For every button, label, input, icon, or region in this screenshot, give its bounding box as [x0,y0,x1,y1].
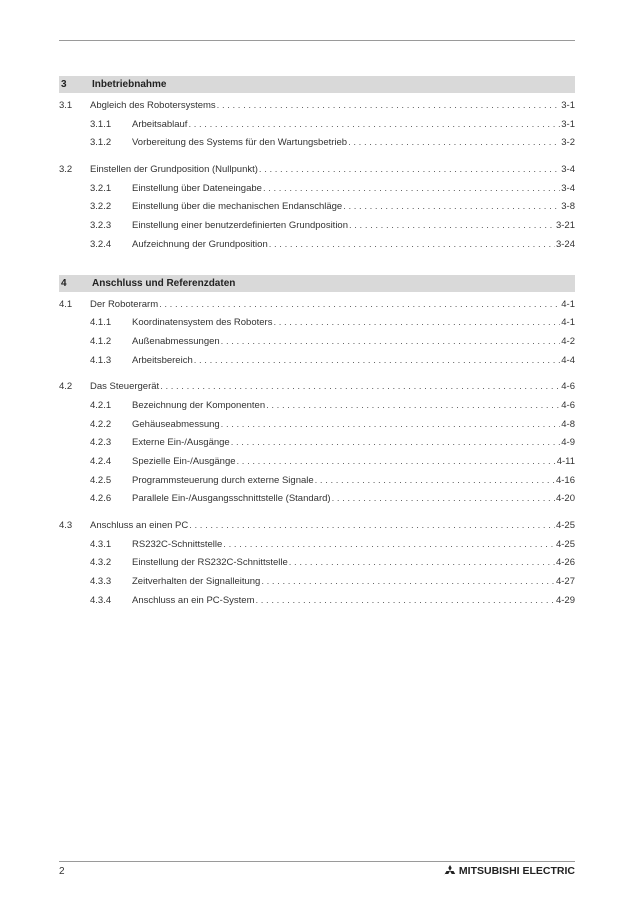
entry-title: Abgleich des Robotersystems [90,100,216,111]
entry-number: 4.1.3 [90,354,112,366]
entry-page: 3-4 [561,182,575,194]
entry-number: 4.3.1 [90,538,112,550]
entry-title: Anschluss an einen PC [90,520,189,532]
dot-leader [256,592,555,611]
entry-page: 4-11 [556,456,575,467]
entry-page: 4-2 [561,335,575,347]
section-gap [59,370,575,378]
toc-subsection-entry[interactable] [59,333,575,352]
entry-number: 4.2.1 [90,399,112,411]
entry-number: 4.2 [59,381,73,393]
entry-number: 4.2.3 [90,437,112,449]
entry-title: Einstellung über Dateneingabe [132,182,262,194]
entry-page: 4-25 [555,538,575,550]
entry-page: 4-9 [561,437,575,449]
section-gap [59,509,575,517]
entry-title: Aufzeichnung der Grundposition [132,238,268,250]
entry-title: Gehäuseabmessung [132,418,220,430]
entry-title: Einstellung der RS232C-Schnittstelle [132,557,288,569]
entry-number: 4.2.4 [90,456,112,467]
dot-leader [273,314,560,333]
entry-number: 3.2 [59,164,73,176]
dot-leader [231,434,561,453]
entry-title: Vorbereitung des Systems für den Wartungsbetrieb [132,137,348,149]
entry-page: 4-29 [555,594,575,606]
dot-leader [217,97,561,116]
dot-leader [160,378,560,397]
dot-leader [259,161,560,180]
entry-number: 3.1.2 [90,137,112,149]
entry-title: Programmsteuerung durch externe Signale [132,474,314,486]
toc-subsection-entry[interactable] [59,453,575,472]
header-rule [59,40,575,41]
dot-leader [159,296,560,315]
entry-page: 4-1 [561,298,575,310]
entry-number: 4.2.2 [90,418,112,430]
entry-page: 3-8 [561,201,575,213]
chapter-number: 3 [61,79,67,90]
table-of-contents [59,76,575,611]
entry-title: Das Steuergerät [90,381,160,393]
dot-leader [343,198,560,217]
dot-leader [269,236,555,255]
entry-title: RS232C-Schnittstelle [132,538,223,550]
toc-subsection-entry[interactable] [59,217,575,236]
entry-title: Einstellen der Grundposition (Nullpunkt) [90,164,258,176]
toc-subsection-entry[interactable] [59,180,575,199]
entry-page: 3-4 [561,164,575,176]
toc-subsection-entry[interactable] [59,352,575,371]
entry-number: 4.3.4 [90,594,112,606]
toc-chapter-heading [59,76,575,93]
entry-title: Arbeitsbereich [132,354,193,366]
entry-title: Einstellung einer benutzerdefinierten Grundposition [132,220,348,232]
entry-title: Parallele Ein-/Ausgangsschnittstelle (Standard) [132,493,331,505]
chapter-title: Anschluss und Referenzdaten [92,277,236,289]
toc-subsection-entry[interactable] [59,490,575,509]
entry-page: 3-21 [555,220,575,232]
dot-leader [348,134,560,153]
toc-subsection-entry[interactable] [59,314,575,333]
toc-subsection-entry[interactable] [59,592,575,611]
toc-subsection-entry[interactable] [59,416,575,435]
entry-page: 3-24 [555,238,575,250]
dot-leader [261,573,555,592]
dot-leader [223,536,555,555]
entry-number: 3.2.3 [90,220,112,232]
section-gap [59,153,575,161]
toc-section-entry[interactable] [59,97,575,116]
toc-subsection-entry[interactable] [59,198,575,217]
dot-leader [289,554,555,573]
dot-leader [266,397,560,416]
toc-subsection-entry[interactable] [59,472,575,491]
dot-leader [263,180,560,199]
footer-page-number: 2 [59,866,65,877]
entry-number: 4.3.2 [90,557,112,569]
toc-subsection-entry[interactable] [59,116,575,135]
entry-title: Arbeitsablauf [132,118,188,130]
entry-number: 4.3 [59,520,73,532]
chapter-number: 4 [61,277,67,289]
entry-number: 4.1.1 [90,317,112,329]
entry-page: 4-25 [555,520,575,532]
entry-number: 4.1 [59,298,73,310]
toc-chapter-heading [59,275,575,292]
chapter-gap [59,255,575,275]
entry-title: Anschluss an ein PC-System [132,594,255,606]
toc-section-entry[interactable] [59,517,575,536]
entry-title: Bezeichnung der Komponenten [132,399,266,411]
entry-page: 4-1 [561,317,575,329]
mitsubishi-three-diamonds-icon [443,865,457,877]
dot-leader [221,333,561,352]
toc-subsection-entry[interactable] [59,554,575,573]
entry-title: Spezielle Ein-/Ausgänge [132,456,236,467]
entry-page: 3-1 [561,100,575,111]
entry-number: 3.2.4 [90,238,112,250]
entry-number: 3.2.1 [90,182,112,194]
toc-section-entry[interactable] [59,378,575,397]
brand-logo [443,865,575,877]
dot-leader [189,517,555,536]
entry-number: 3.2.2 [90,201,112,213]
entry-title: Einstellung über die mechanischen Endanschläge [132,201,343,213]
footer-rule [59,861,575,862]
entry-page: 4-20 [555,493,575,505]
entry-page: 4-27 [555,576,575,588]
chapter-title: Inbetriebnahme [92,79,167,90]
toc-subsection-entry[interactable] [59,434,575,453]
entry-number: 4.1.2 [90,335,112,347]
toc-section-entry[interactable] [59,161,575,180]
entry-page: 4-16 [555,474,575,486]
entry-page: 4-6 [561,399,575,411]
dot-leader [332,490,555,509]
dot-leader [188,116,560,135]
toc-subsection-entry[interactable] [59,236,575,255]
toc-subsection-entry[interactable] [59,536,575,555]
toc-subsection-entry[interactable] [59,134,575,153]
dot-leader [221,416,561,435]
entry-title: Außenabmessungen [132,335,220,347]
dot-leader [349,217,555,236]
entry-title: Koordinatensystem des Roboters [132,317,273,329]
toc-subsection-entry[interactable] [59,397,575,416]
entry-page: 4-8 [561,418,575,430]
dot-leader [237,453,556,472]
entry-number: 4.3.3 [90,576,112,588]
dot-leader [315,472,555,491]
entry-page: 4-26 [555,557,575,569]
toc-subsection-entry[interactable] [59,573,575,592]
entry-page: 3-1 [561,118,575,130]
toc-section-entry[interactable] [59,296,575,315]
entry-title: Der Roboterarm [90,298,159,310]
entry-number: 4.2.5 [90,474,112,486]
entry-number: 3.1.1 [90,118,112,130]
entry-page: 3-2 [561,137,575,149]
entry-title: Zeitverhalten der Signalleitung [132,576,261,588]
brand-name: MITSUBISHI ELECTRIC [458,865,575,877]
entry-number: 4.2.6 [90,493,112,505]
entry-page: 4-4 [561,354,575,366]
entry-title: Externe Ein-/Ausgänge [132,437,230,449]
entry-page: 4-6 [561,381,575,393]
entry-number: 3.1 [59,100,73,111]
dot-leader [194,352,561,371]
